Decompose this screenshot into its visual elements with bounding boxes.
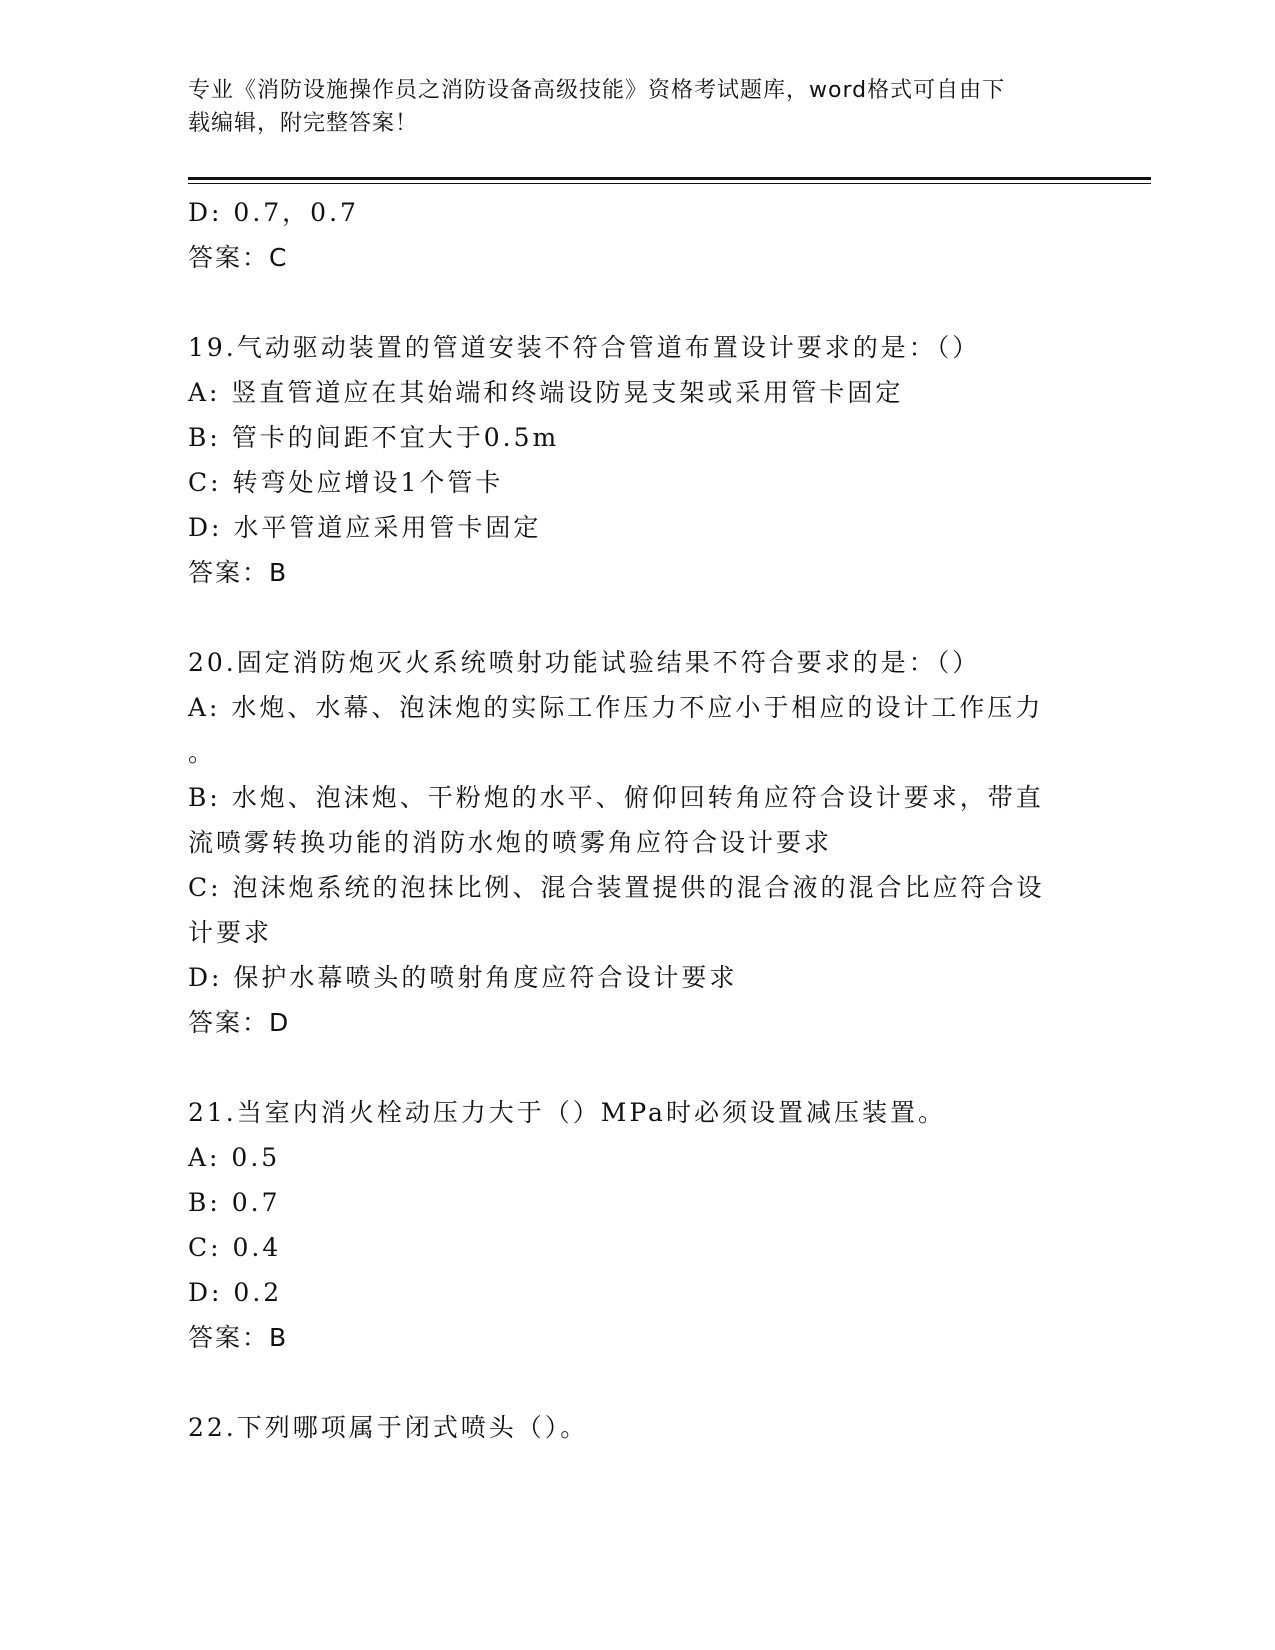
prev-option-d: D: 0.7，0.7 — [188, 198, 359, 227]
spacer — [188, 280, 1088, 325]
prev-answer: 答案：C — [188, 243, 289, 272]
question-19-option-d: D: 水平管道应采用管卡固定 — [188, 513, 542, 542]
question-20-option-b-cont: 流喷雾转换功能的消防水炮的喷雾角应符合设计要求 — [188, 828, 833, 857]
question-20-option-d: D: 保护水幕喷头的喷射角度应符合设计要求 — [188, 963, 738, 992]
question-21-option-a: A: 0.5 — [188, 1143, 281, 1172]
question-21-option-b: B: 0.7 — [188, 1188, 281, 1217]
question-20-option-c-cont: 计要求 — [188, 918, 273, 947]
question-20-option-b: B: 水炮、泡沫炮、干粉炮的水平、俯仰回转角应符合设计要求，带直 — [188, 783, 1044, 812]
question-21-option-d: D: 0.2 — [188, 1278, 283, 1307]
question-22-text: 22.下列哪项属于闭式喷头（）。 — [188, 1413, 589, 1442]
header-line-2: 载编辑，附完整答案！ — [188, 111, 419, 136]
document-header — [188, 74, 1068, 140]
question-20-text: 20.固定消防炮灭火系统喷射功能试验结果不符合要求的是：（） — [188, 648, 981, 677]
spacer — [188, 595, 1088, 640]
spacer — [188, 1045, 1088, 1090]
question-20-answer: 答案：D — [188, 1008, 291, 1037]
question-20-option-a-cont: 。 — [188, 738, 217, 767]
question-21 — [188, 1090, 1088, 1360]
header-divider-thin — [188, 183, 1151, 184]
question-list — [188, 190, 1088, 1450]
question-19-option-a: A: 竖直管道应在其始端和终端设防晃支架或采用管卡固定 — [188, 378, 904, 407]
question-19-text: 19.气动驱动装置的管道安装不符合管道布置设计要求的是：（） — [188, 333, 981, 362]
spacer — [188, 1360, 1088, 1405]
question-19 — [188, 325, 1088, 595]
header-divider-thick — [188, 177, 1151, 180]
header-line-1: 专业《消防设施操作员之消防设备高级技能》资格考试题库，word格式可自由下 — [188, 78, 1006, 103]
question-19-option-c: C: 转弯处应增设1个管卡 — [188, 468, 504, 497]
question-20-option-a: A: 水炮、水幕、泡沫炮的实际工作压力不应小于相应的设计工作压力 — [188, 693, 1044, 722]
question-19-answer: 答案：B — [188, 558, 289, 587]
question-22 — [188, 1405, 1088, 1450]
question-19-option-b: B: 管卡的间距不宜大于0.5m — [188, 423, 560, 452]
question-21-answer: 答案：B — [188, 1323, 289, 1352]
question-20-option-c: C: 泡沫炮系统的泡抹比例、混合装置提供的混合液的混合比应符合设 — [188, 873, 1045, 902]
question-21-text: 21.当室内消火栓动压力大于（）MPa时必须设置减压装置。 — [188, 1098, 946, 1127]
question-21-option-c: C: 0.4 — [188, 1233, 282, 1262]
question-20 — [188, 640, 1088, 1045]
